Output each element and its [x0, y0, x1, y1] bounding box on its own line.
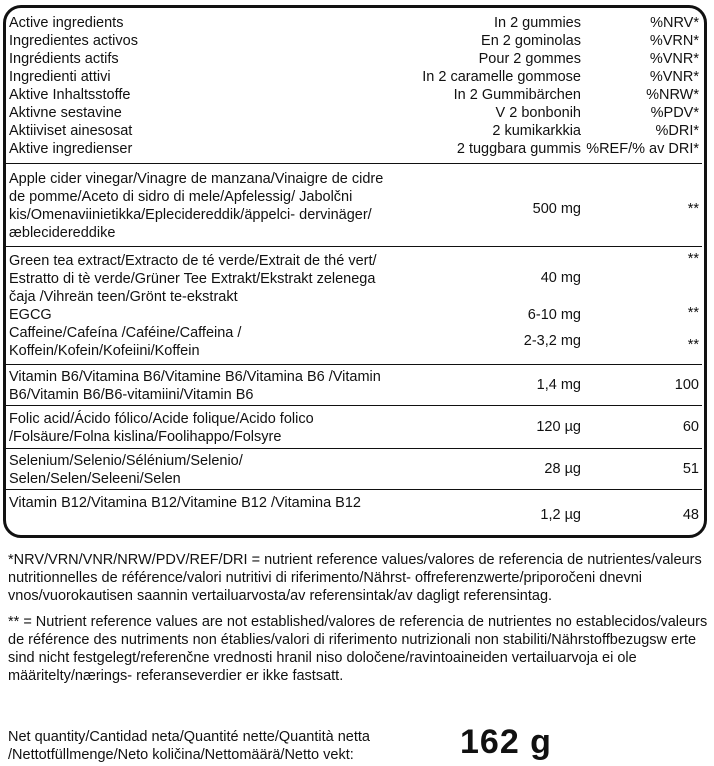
row-divider: [5, 246, 702, 247]
header-ref: %VNR*: [649, 51, 699, 67]
ingredient-nrv: 51: [682, 461, 699, 477]
caffeine-name: Caffeine/Cafeína /Caféine/Caffeina / Koffein/Kofein/Kofeiini/Koffein: [9, 325, 242, 359]
header-row: [9, 104, 699, 122]
header-row: [9, 32, 699, 50]
ingredient-amount: 40 mg: [540, 270, 581, 286]
egcg-name: EGCG: [9, 307, 52, 323]
header-label: Active ingredients: [9, 15, 124, 31]
footnote-nrv: *NRV/VRN/VNR/NRW/PDV/REF/DRI = nutrient reference values/valores de referencia de nutrientes/valeurs nutritionnelles de référence/valori nutritivi di riferimento/Nährst- offreferenzwerte/priporočeni dnevni vnos/vuorokautisen saannin vertailuarvosta/av referensintak/av dagligt referensintag.: [8, 552, 702, 604]
ingredient-nrv: 48: [682, 507, 699, 523]
ingredient-name: Folic acid/Ácido fólico/Acide folique/Acido folico /Folsäure/Folna kislina/Foolihappo/Folsyre: [9, 411, 314, 445]
caffeine-amount: 2-3,2 mg: [523, 333, 581, 349]
row-divider: [5, 405, 702, 406]
row-divider: [5, 163, 702, 164]
header-ref: %VRN*: [649, 33, 699, 49]
header-amount: 2 kumikarkkia: [492, 123, 581, 139]
ingredient-name: Green tea extract/Extracto de té verde/Extrait de thé vert/ Estratto di tè verde/Grüner Tee Extrakt/Ekstrakt zelenega čaja /Vihreän teen/Grönt te-ekstrakt: [9, 253, 377, 305]
ingredient-row-vitamin-b6: [9, 368, 699, 404]
header-label: Aktive ingredienser: [9, 141, 133, 157]
ingredient-nrv: 60: [682, 419, 699, 435]
ingredient-row-vitamin-b12: [9, 494, 699, 530]
row-divider: [5, 448, 702, 449]
footnotes: [8, 551, 708, 693]
header-label: Ingrédients actifs: [9, 51, 119, 67]
net-quantity-value: 162 g: [460, 723, 552, 761]
ingredient-name: Selenium/Selenio/Sélénium/Selenio/ Selen/Selen/Seleeni/Selen: [9, 453, 243, 487]
header-ref: %DRI*: [655, 123, 699, 139]
ingredient-amount: 500 mg: [532, 201, 581, 217]
ingredient-nrv: **: [687, 201, 699, 217]
header-amount: En 2 gominolas: [481, 33, 581, 49]
ingredient-name: Apple cider vinegar/Vinagre de manzana/Vinaigre de cidre de pomme/Aceto di sidro di mele/Apfelessig/ Jabolčni kis/Omenaviinietikka/Eplecidereddik/äppelci- dervinäger/æblecidereddike: [9, 171, 384, 241]
ingredient-amount: 1,4 mg: [536, 377, 581, 393]
header-label: Aktiiviset ainesosat: [9, 123, 133, 139]
header-amount: In 2 gummies: [493, 15, 581, 31]
header-amount: V 2 bonbonih: [495, 105, 581, 121]
header-amount: In 2 caramelle gommose: [422, 69, 581, 85]
header-label: Ingredientes activos: [9, 33, 138, 49]
header-ref: %NRW*: [646, 87, 699, 103]
ingredient-row-folic-acid: [9, 410, 699, 446]
ingredient-nrv: 100: [674, 377, 699, 393]
net-quantity-label: Net quantity/Cantidad neta/Quantité nette/Quantità netta /Nettotfüllmenge/Neto količina/Nettomäärä/Netto vekt:: [8, 729, 370, 763]
header-amount: 2 tuggbara gummis: [456, 141, 581, 157]
header-label: Aktivne sestavine: [9, 105, 122, 121]
header-row: [9, 50, 699, 68]
header-row: [9, 122, 699, 140]
ingredient-row-apple-cider-vinegar: [9, 170, 699, 242]
header-row: [9, 14, 699, 32]
header-ref: %VNR*: [649, 69, 699, 85]
header-row: [9, 140, 699, 158]
header-ref: %REF/% av DRI*: [586, 141, 699, 157]
ingredient-row-green-tea-group: [9, 252, 699, 362]
header-amount: In 2 Gummibärchen: [453, 87, 581, 103]
ingredient-name: Vitamin B12/Vitamina B12/Vitamine B12 /Vitamina B12: [9, 495, 361, 511]
header-row: [9, 86, 699, 104]
header-label: Ingredienti attivi: [9, 69, 111, 85]
ingredient-name: Vitamin B6/Vitamina B6/Vitamine B6/Vitamina B6 /Vitamin B6/Vitamin B6/B6-vitamiini/Vitamin B6: [9, 369, 381, 403]
header-ref: %PDV*: [650, 105, 699, 121]
row-divider: [5, 364, 702, 365]
ingredient-amount: 28 µg: [544, 461, 581, 477]
ingredient-nrv: **: [687, 251, 699, 267]
caffeine-nrv: **: [687, 337, 699, 353]
header-row: [9, 68, 699, 86]
egcg-amount: 6-10 mg: [527, 307, 581, 323]
header-ref: %NRV*: [650, 15, 699, 31]
egcg-nrv: **: [687, 305, 699, 321]
header-amount: Pour 2 gommes: [478, 51, 581, 67]
header-label: Aktive Inhaltsstoffe: [9, 87, 131, 103]
table-header: [9, 14, 699, 158]
ingredient-amount: 1,2 µg: [540, 507, 581, 523]
row-divider: [5, 489, 702, 490]
footnote-not-established: ** = Nutrient reference values are not established/valores de referencia de nutrientes no establecidos/valeurs de référence des nutriments non établies/valori di riferimento nutrizionali non stabiliti/Nährstoffbezugsw erte sind nicht festgelegt/referenčne vrednosti hranil niso določene/ravintoaineiden vertailuarvoja ei ole määritelty/nærings- referanseverdier er ikke fastsatt.: [8, 614, 708, 684]
ingredient-amount: 120 µg: [536, 419, 581, 435]
ingredient-row-selenium: [9, 452, 699, 488]
